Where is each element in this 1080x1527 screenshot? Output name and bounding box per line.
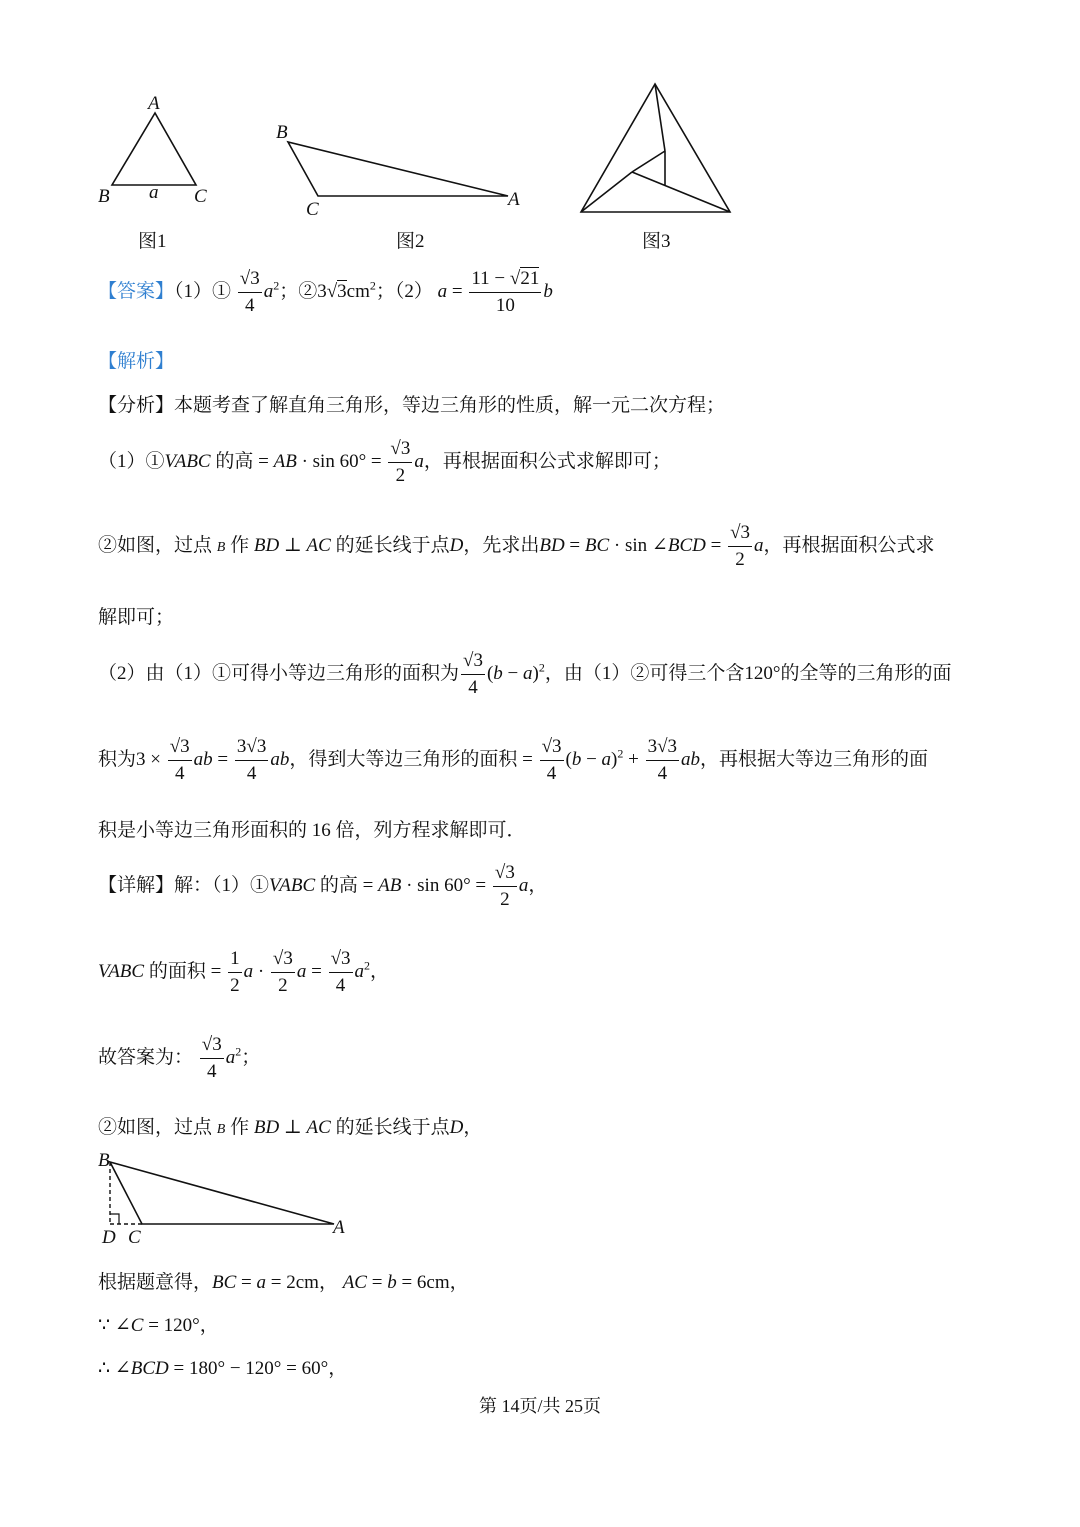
a5a: 积为: [98, 748, 137, 770]
analysis-line-1: （1）①VABC 的高 = AB · sin 60° = $\frac{√3}{2}$ a，再根据面积公式求解即可；: [98, 438, 671, 486]
fig2-label-A: A: [508, 189, 520, 210]
d4c: 的延长线于点: [335, 1117, 450, 1138]
top-figures: [0, 0, 1080, 260]
answer-part2: ；②: [279, 280, 318, 302]
detail-line-6: ∵ ∠C = 120°，: [98, 1315, 219, 1336]
a4c: 的全等的三角形的面: [780, 662, 952, 684]
detail-line-5: 根据题意得，BC = a = 2cm， AC = b = 6cm，: [98, 1272, 469, 1293]
fig2-triangle: [288, 142, 508, 196]
detail-line-1: 【详解】解：（1）①VABC 的高 = AB · sin 60° = $\frac{√3}{2}$ a，: [98, 862, 548, 910]
a1c: 的高: [210, 450, 254, 472]
a2c: 的延长线于点: [335, 534, 450, 556]
fig4-label-A: A: [333, 1217, 345, 1238]
fig3-triangle: [581, 84, 730, 212]
fig4-label-B: B: [98, 1150, 110, 1171]
fig4-label-C: C: [128, 1227, 141, 1248]
answer-val: 3: [317, 280, 327, 302]
fig1-label-A: A: [148, 93, 160, 114]
a5c: ，再根据大等边三角形的面: [700, 748, 929, 770]
d3a: 故答案为：: [98, 1046, 194, 1068]
d1a: 解：（1）①: [174, 874, 270, 896]
answer-frac-num: 11 −: [471, 268, 506, 289]
a4b: ，由（1）②可得三个含: [544, 662, 745, 684]
detail-line-4: ②如图，过点 B 作 BD ⊥ AC 的延长线于点D，: [98, 1117, 483, 1138]
a1: （1）①: [98, 450, 165, 472]
detail-line-2: VABC 的面积 = $\frac{1}{2}$ a · $\frac{√3}{2}$ a = $\frac{√3}{4}$ $a^2$，: [98, 948, 390, 996]
detail-line-3: 故答案为： $\frac{√3}{4}$ $a^2$；: [98, 1034, 261, 1082]
a2d: ，先求出: [463, 534, 540, 556]
fig3-inner-line: [581, 172, 632, 212]
a1b: VABC: [164, 450, 211, 472]
d2b: 的面积: [144, 960, 206, 982]
fig3-caption: 图3: [642, 231, 671, 252]
fig3-inner-line: [632, 172, 730, 212]
page-footer: 第 14页/共 25页: [478, 1396, 601, 1416]
answer-unit: cm: [346, 280, 370, 302]
d4b: 作: [230, 1117, 250, 1138]
a2e: ，再根据面积公式求: [763, 534, 935, 556]
answer-frac-den: 10: [495, 295, 515, 316]
analysis-intro: [98, 390, 725, 417]
d4a: ②如图，过点: [98, 1117, 213, 1138]
answer-tag: 【答案】: [98, 280, 175, 302]
d1c: 的高: [315, 874, 358, 896]
detail-tag: 【详解】: [98, 874, 175, 896]
answer-part3: ；（2）: [375, 280, 433, 302]
answer-frac-1: $\frac{√3}{4}$: [239, 268, 260, 316]
detail-line-7: ∴ ∠BCD = 180° − 120° = 60°，: [98, 1358, 348, 1379]
fig1-label-side: a: [149, 182, 159, 203]
d5a: 根据题意得，: [98, 1272, 213, 1293]
fig2-caption: 图2: [396, 231, 425, 252]
analysis-line-5: 积为3 × $\frac{√3}{4}$ ab = $\frac{3√3}{4}$ ab，得到大等边三角形的面积 = $\frac{√3}{4}$ $(b - a)^2$ + $\frac{3√3}{4}$ ab，再根据大等边三角形的面: [98, 736, 929, 784]
analysis-intro-tag: 【分析】: [98, 395, 175, 416]
fig1-caption: 图1: [138, 231, 167, 252]
answer-line: 【答案】（1）① $\frac{√3}{4}$ $a^2$；$②3√3cm^2$；（2） a = $\frac{11 - √21}{10}$ b: [98, 266, 553, 319]
analysis-line-4: （2）由（1）①可得小等边三角形的面积为 $\frac{√3}{4}$ $(b - a)^2$，由（1）②可得三个含120°的全等的三角形的面: [98, 650, 952, 698]
a2a: ②如图，过点: [98, 534, 213, 556]
analysis-line-2: ②如图，过点 B 作 BD ⊥ AC 的延长线于点D，先求出BD = BC · sin ∠BCD = $\frac{√3}{2}$ a，再根据面积公式求: [98, 522, 935, 570]
fig1-label-B: B: [98, 186, 110, 207]
a2b: 作: [230, 534, 250, 556]
answer-frac-2: $\frac{11 - √21}{10}$: [469, 266, 541, 319]
d6a: ∵: [98, 1315, 111, 1336]
fig3-inner-line: [632, 151, 665, 172]
analysis-line-3: 解即可；: [98, 607, 175, 628]
d7a: ∴: [98, 1358, 111, 1379]
fig4-label-D: D: [102, 1227, 116, 1248]
d2a: VABC: [98, 960, 145, 982]
fig2-label-C: C: [306, 199, 319, 220]
a4a: （2）由（1）①可得小等边三角形的面积为: [98, 662, 460, 684]
a1d: ，再根据面积公式求解即可；: [423, 450, 671, 472]
analysis-intro-text: 本题考查了解直角三角形，等边三角形的性质，解一元二次方程；: [174, 395, 726, 416]
analysis-tag: 【解析】: [98, 351, 175, 372]
fig2-label-B: B: [276, 122, 288, 143]
answer-part1: （1）①: [174, 280, 232, 302]
a5b: ，得到大等边三角形的面积: [289, 748, 518, 770]
fig1-triangle: [112, 113, 196, 185]
fig1-label-C: C: [194, 186, 207, 207]
d1b: VABC: [269, 874, 316, 896]
analysis-line-6: 积是小等边三角形面积的 16 倍，列方程求解即可．: [98, 820, 526, 841]
